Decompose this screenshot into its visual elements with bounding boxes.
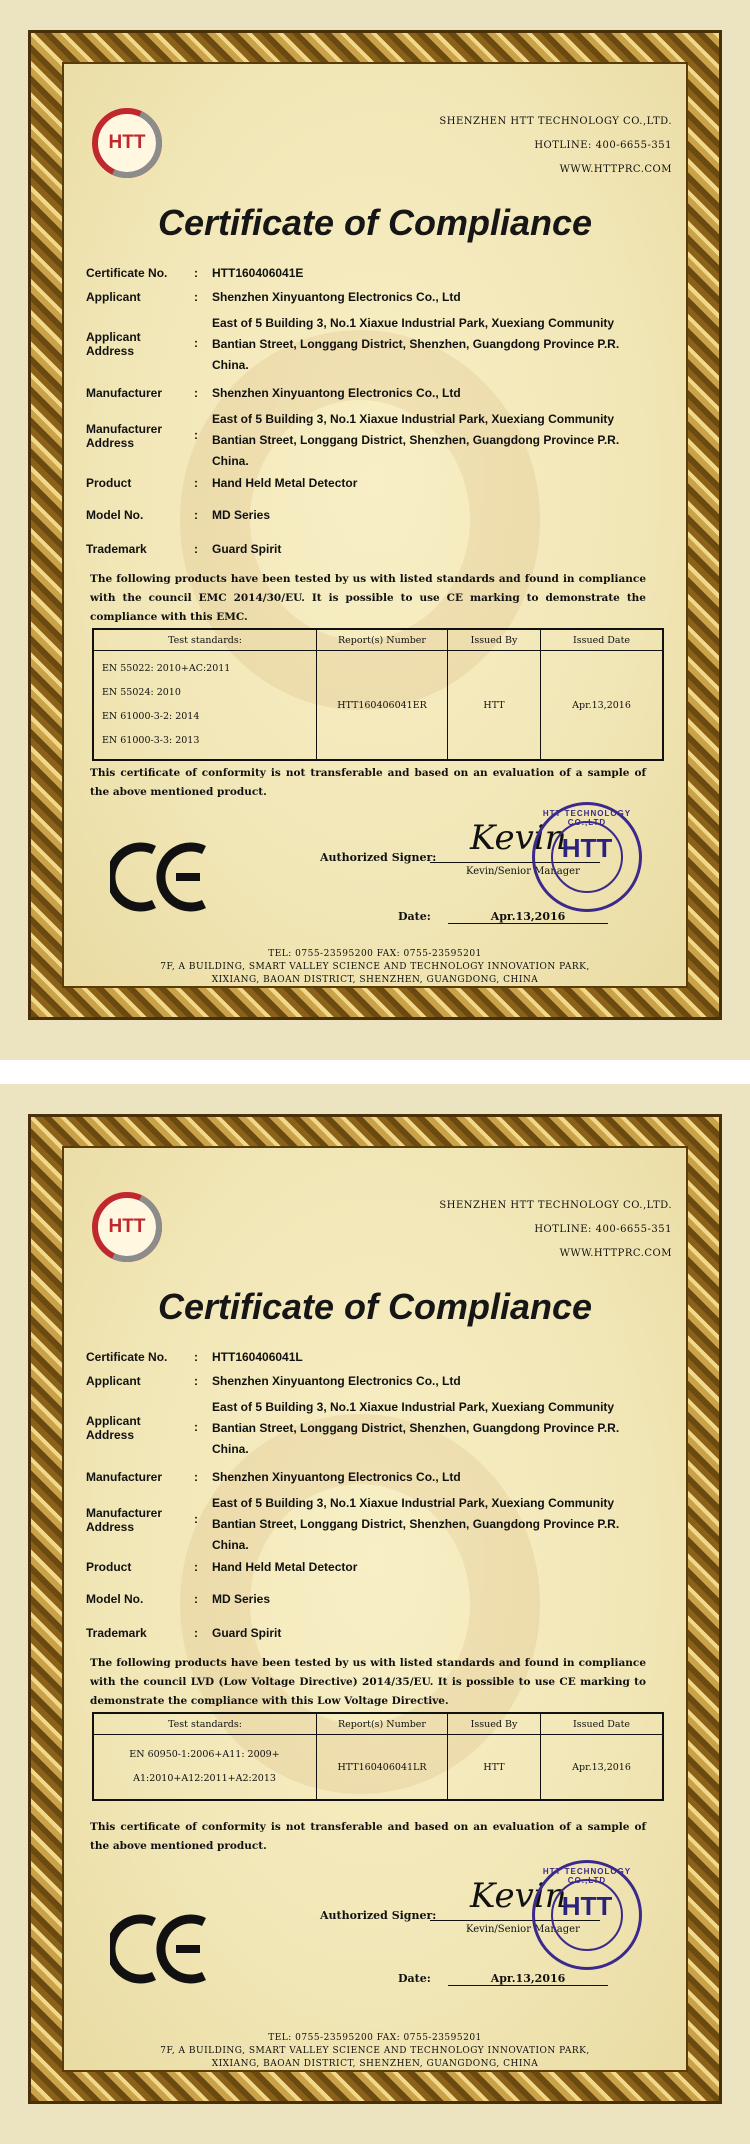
field-value: East of 5 Building 3, No.1 Xiaxue Industrial Park, Xuexiang Community Bantian Street, Longgang District, Shenzhen, Guangdong Province P.R. China. <box>212 316 620 372</box>
field-label: Manufacturer <box>86 1470 163 1484</box>
field-value: Hand Held Metal Detector <box>212 1560 358 1574</box>
field-value: Shenzhen Xinyuantong Electronics Co., Ltd <box>212 386 461 400</box>
field-label: Model No. <box>86 508 144 522</box>
header-issued-date: Issued Date <box>541 1713 664 1735</box>
report-number: HTT160406041LR <box>317 1735 448 1801</box>
table-row <box>93 1735 663 1801</box>
htt-logo <box>92 1192 162 1262</box>
field-value: Guard Spirit <box>212 542 282 556</box>
field-colon: : <box>194 336 198 350</box>
logo-text: HTT <box>108 132 146 153</box>
logo-text: HTT <box>108 1216 146 1237</box>
field-label: Model No. <box>86 1592 144 1606</box>
field-colon: : <box>194 542 198 556</box>
report-number: HTT160406041ER <box>317 651 448 761</box>
field-label: Applicant <box>86 1374 141 1388</box>
standard-item: EN 55022: 2010+AC:2011 <box>102 663 231 674</box>
ce-mark-icon <box>110 1914 210 1984</box>
issued-by: HTT <box>448 1735 541 1801</box>
company-name: SHENZHEN HTT TECHNOLOGY CO.,LTD. <box>439 1200 672 1211</box>
signature: Kevin <box>470 818 567 858</box>
field-label: Applicant Address <box>86 1414 141 1442</box>
footer-contact: TEL: 0755-23595200 FAX: 0755-23595201 <box>268 2033 482 2043</box>
field-label: Manufacturer <box>86 386 163 400</box>
authorized-signer-label: Authorized Signer: <box>320 851 437 864</box>
date-label: Date: <box>398 910 431 923</box>
footer-address-2: XIXIANG, BAOAN DISTRICT, SHENZHEN, GUANGDONG, CHINA <box>211 2059 539 2069</box>
field-colon: : <box>194 1512 198 1526</box>
stamp-text: HTT <box>561 833 613 863</box>
field-value: Guard Spirit <box>212 1626 282 1640</box>
company-stamp <box>532 802 642 912</box>
standard-item: EN 61000-3-2: 2014 <box>102 711 200 722</box>
header-standards: Test standards: <box>93 629 317 651</box>
field-value: Shenzhen Xinyuantong Electronics Co., Ltd <box>212 1374 461 1388</box>
company-web: WWW.HTTPRC.COM <box>559 164 672 175</box>
company-hotline: HOTLINE: 400-6655-351 <box>534 140 672 151</box>
field-label: Product <box>86 476 132 490</box>
certificate-title: Certificate of Compliance <box>157 1286 593 1327</box>
date-label: Date: <box>398 1972 431 1985</box>
field-colon: : <box>194 1470 198 1484</box>
field-label: Applicant <box>86 290 141 304</box>
field-label: Certificate No. <box>86 266 168 280</box>
standard-item: EN 60950-1:2006+A11: 2009+ <box>129 1749 280 1760</box>
signer-name: Kevin/Senior Manager <box>466 866 580 877</box>
certificate-lvd <box>0 1084 750 2144</box>
field-value: MD Series <box>212 1592 271 1606</box>
field-label: Trademark <box>86 1626 147 1640</box>
table-row <box>93 651 663 761</box>
field-colon: : <box>194 508 198 522</box>
date-value: Apr.13,2016 <box>448 910 608 924</box>
standard-item: A1:2010+A12:2011+A2:2013 <box>133 1773 276 1784</box>
field-value: Shenzhen Xinyuantong Electronics Co., Ltd <box>212 290 461 304</box>
table-header-row <box>93 1713 663 1735</box>
company-name: SHENZHEN HTT TECHNOLOGY CO.,LTD. <box>439 116 672 127</box>
field-colon: : <box>194 428 198 442</box>
field-colon: : <box>194 1350 198 1364</box>
date-value: Apr.13,2016 <box>448 1972 608 1986</box>
signer-name: Kevin/Senior Manager <box>466 1924 580 1935</box>
field-value: MD Series <box>212 508 271 522</box>
field-label: Manufacturer Address <box>86 1506 163 1534</box>
field-value: East of 5 Building 3, No.1 Xiaxue Industrial Park, Xuexiang Community Bantian Street, Longgang District, Shenzhen, Guangdong Province P.R. China. <box>212 412 620 468</box>
field-colon: : <box>194 386 198 400</box>
field-value: HTT160406041E <box>212 266 304 280</box>
field-label: Trademark <box>86 542 147 556</box>
field-colon: : <box>194 1420 198 1434</box>
field-value: East of 5 Building 3, No.1 Xiaxue Industrial Park, Xuexiang Community Bantian Street, Longgang District, Shenzhen, Guangdong Province P.R. China. <box>212 1400 620 1456</box>
conformity-note: This certificate of conformity is not transferable and based on an evaluation of a sample of the above mentioned product. <box>90 767 646 798</box>
field-colon: : <box>194 1560 198 1574</box>
field-label: Manufacturer Address <box>86 422 163 450</box>
footer-address-2: XIXIANG, BAOAN DISTRICT, SHENZHEN, GUANGDONG, CHINA <box>211 975 539 985</box>
field-colon: : <box>194 1374 198 1388</box>
field-colon: : <box>194 476 198 490</box>
field-value: East of 5 Building 3, No.1 Xiaxue Industrial Park, Xuexiang Community Bantian Street, Longgang District, Shenzhen, Guangdong Province P.R. China. <box>212 1496 620 1552</box>
field-label: Applicant Address <box>86 330 141 358</box>
standards-table <box>92 628 664 761</box>
field-label: Product <box>86 1560 132 1574</box>
company-stamp <box>532 1860 642 1970</box>
stamp-text: HTT <box>561 1891 613 1921</box>
field-label: Certificate No. <box>86 1350 168 1364</box>
header-report: Report(s) Number <box>317 1713 448 1735</box>
table-header-row <box>93 629 663 651</box>
standards-table <box>92 1712 664 1801</box>
stamp-ring-text: HTT TECHNOLOGY CO.,LTD <box>542 1867 632 1885</box>
field-colon: : <box>194 1626 198 1640</box>
issued-by: HTT <box>448 651 541 761</box>
field-value: HTT160406041L <box>212 1350 303 1364</box>
header-standards: Test standards: <box>93 1713 317 1735</box>
certificate-footer <box>0 948 750 987</box>
header-issued-by: Issued By <box>448 1713 541 1735</box>
field-colon: : <box>194 266 198 280</box>
certificate-title: Certificate of Compliance <box>157 202 593 243</box>
standard-item: EN 55024: 2010 <box>102 687 181 698</box>
field-value: Hand Held Metal Detector <box>212 476 358 490</box>
issued-date: Apr.13,2016 <box>541 651 664 761</box>
field-colon: : <box>194 290 198 304</box>
conformity-note: This certificate of conformity is not transferable and based on an evaluation of a sample of the above mentioned product. <box>90 1821 646 1852</box>
signature: Kevin <box>470 1876 567 1916</box>
compliance-statement: The following products have been tested by us with listed standards and found in compliance with the council LVD (Low Voltage Directive) 2014/35/EU. It is possible to use CE marking to demonstrate the compliance with this Low Voltage Directive. <box>90 1657 646 1707</box>
field-value: Shenzhen Xinyuantong Electronics Co., Ltd <box>212 1470 461 1484</box>
standards-cell <box>93 651 317 761</box>
certificate-emc <box>0 0 750 1060</box>
company-header <box>439 110 672 182</box>
field-colon: : <box>194 1592 198 1606</box>
header-issued-by: Issued By <box>448 629 541 651</box>
htt-logo <box>92 108 162 178</box>
header-issued-date: Issued Date <box>541 629 664 651</box>
company-hotline: HOTLINE: 400-6655-351 <box>534 1224 672 1235</box>
compliance-statement: The following products have been tested by us with listed standards and found in compliance with the council EMC 2014/30/EU. It is possible to use CE marking to demonstrate the compliance with this EMC. <box>90 573 646 623</box>
stamp-ring-text: HTT TECHNOLOGY CO.,LTD <box>542 809 632 827</box>
footer-address-1: 7F, A BUILDING, SMART VALLEY SCIENCE AND TECHNOLOGY INNOVATION PARK, <box>160 2046 590 2056</box>
company-header <box>439 1194 672 1266</box>
header-report: Report(s) Number <box>317 629 448 651</box>
standards-cell <box>93 1735 317 1801</box>
ce-mark-icon <box>110 842 210 912</box>
company-web: WWW.HTTPRC.COM <box>559 1248 672 1259</box>
footer-address-1: 7F, A BUILDING, SMART VALLEY SCIENCE AND TECHNOLOGY INNOVATION PARK, <box>160 962 590 972</box>
standard-item: EN 61000-3-3: 2013 <box>102 735 200 746</box>
authorized-signer-label: Authorized Signer: <box>320 1909 437 1922</box>
certificate-footer <box>0 2032 750 2071</box>
footer-contact: TEL: 0755-23595200 FAX: 0755-23595201 <box>268 949 482 959</box>
issued-date: Apr.13,2016 <box>541 1735 664 1801</box>
